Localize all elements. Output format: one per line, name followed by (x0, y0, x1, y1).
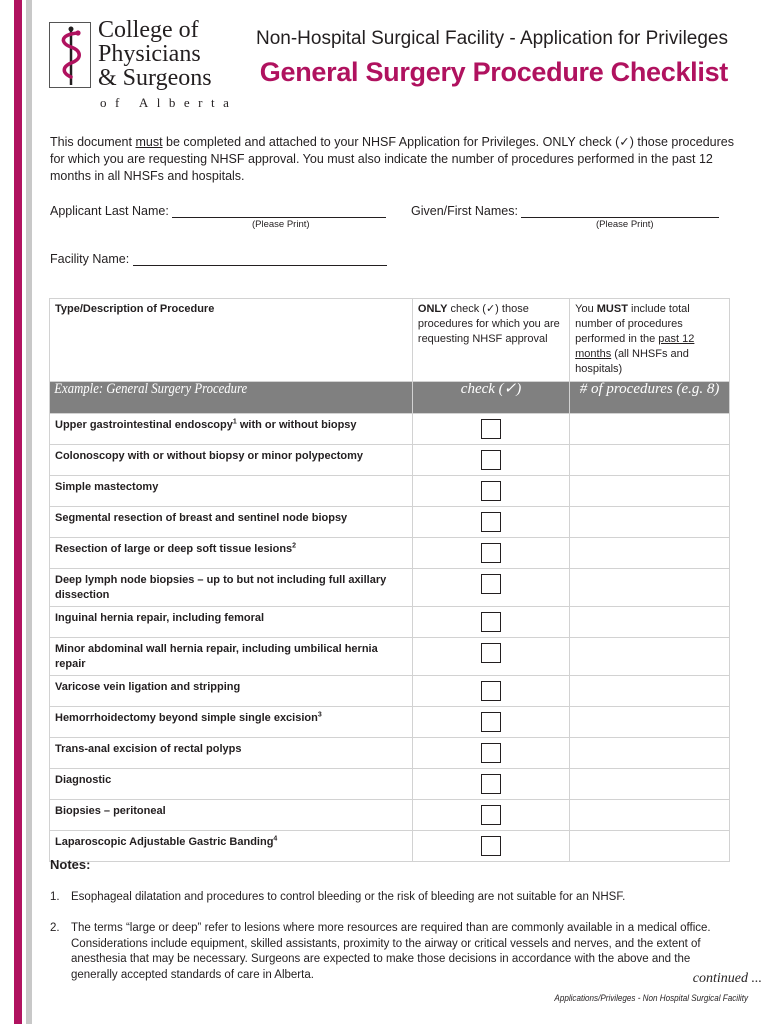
last-name-field[interactable] (50, 204, 386, 218)
procedure-checkbox[interactable] (481, 681, 501, 701)
example-count: # of procedures (e.g. 8) (579, 381, 720, 397)
procedure-checkbox[interactable] (481, 774, 501, 794)
procedure-checkbox[interactable] (481, 512, 501, 532)
procedure-name: Deep lymph node biopsies – up to but not including full axillary dissection (55, 574, 387, 601)
procedure-name: Laparoscopic Adjustable Gastric Banding$^4$ (55, 835, 278, 848)
procedure-count-cell[interactable] (570, 676, 730, 707)
procedure-name: Varicose vein ligation and stripping (55, 681, 241, 693)
procedure-name: Inguinal hernia repair, including femoral (55, 612, 265, 624)
footer-doc-ref: Applications/Privileges - Non Hospital Surgical Facility (554, 993, 748, 1003)
last-name-label: Applicant Last Name: (50, 204, 169, 218)
side-accent-bar (14, 0, 22, 1024)
facility-name-field[interactable] (50, 252, 387, 266)
procedure-checkbox[interactable] (481, 612, 501, 632)
note-text: Esophageal dilatation and procedures to control bleeding or the risk of bleeding are not suitable for an NHSF. (71, 891, 626, 903)
procedure-name: Hemorrhoidectomy beyond simple single excision$^3$ (55, 711, 322, 724)
intro-paragraph: This document must be completed and attached to your NHSF Application for Privileges. ONLY check (✓) those procedures for which you are requesting NHSF approval. You must also indicate the number of procedures performed in the past 12 months in all NHSFs and hospitals. (50, 135, 734, 183)
procedure-count-cell[interactable] (570, 476, 730, 507)
procedure-checkbox[interactable] (481, 836, 501, 856)
last-name-hint: (Please Print) (252, 219, 310, 230)
table-row (50, 638, 730, 676)
table-row (50, 414, 730, 445)
procedure-count-cell[interactable] (570, 507, 730, 538)
procedure-count-cell[interactable] (570, 569, 730, 607)
notes-title: Notes: (50, 857, 91, 872)
procedure-count-cell[interactable] (570, 738, 730, 769)
procedure-name: Simple mastectomy (55, 481, 159, 493)
table-row (50, 831, 730, 862)
example-check: check (✓) (460, 381, 522, 397)
last-name-line[interactable] (172, 205, 386, 218)
note-1 (50, 890, 750, 906)
first-name-hint: (Please Print) (596, 219, 654, 230)
org-name-line3: & Surgeons (98, 65, 212, 91)
procedure-checkbox[interactable] (481, 543, 501, 563)
table-row (50, 607, 730, 638)
procedure-count-cell[interactable] (570, 445, 730, 476)
note-number: 2. (50, 922, 60, 934)
org-name-line4: of Alberta (100, 95, 238, 110)
first-name-line[interactable] (521, 205, 719, 218)
procedure-count-cell[interactable] (570, 707, 730, 738)
table-row (50, 769, 730, 800)
table-row (50, 538, 730, 569)
example-procedure: Example: General Surgery Procedure (54, 381, 248, 397)
table-row (50, 476, 730, 507)
continued-label: continued ... (692, 971, 762, 986)
first-name-field[interactable] (411, 204, 719, 218)
table-header-row (50, 299, 730, 382)
procedure-name: Segmental resection of breast and sentinel node biopsy (55, 512, 348, 524)
procedure-count-cell[interactable] (570, 800, 730, 831)
table-row (50, 507, 730, 538)
org-name (98, 18, 212, 90)
procedure-checkbox[interactable] (481, 419, 501, 439)
procedure-name: Diagnostic (55, 774, 112, 786)
document-subtitle: Non-Hospital Surgical Facility - Application for Privileges (255, 28, 728, 49)
caduceus-icon (49, 22, 91, 88)
note-number: 1. (50, 891, 60, 903)
org-name-line1: College of (98, 17, 199, 43)
procedure-name: Upper gastrointestinal endoscopy$^1$ with or without biopsy (55, 418, 357, 431)
table-row (50, 738, 730, 769)
table-row (50, 707, 730, 738)
procedure-count-cell[interactable] (570, 769, 730, 800)
procedure-count-cell[interactable] (570, 414, 730, 445)
procedure-name: Biopsies – peritoneal (55, 805, 166, 817)
procedure-count-cell[interactable] (570, 607, 730, 638)
procedure-count-cell[interactable] (570, 831, 730, 862)
table-row (50, 445, 730, 476)
example-row (50, 382, 730, 414)
org-name-line2: Physicians (98, 41, 201, 67)
note-text: The terms “large or deep” refer to lesions where more resources are required than are commonly available in a medical office. Considerations include equipment, skilled assistants, proximity to the airway or critical vessels and nerves, and the extent of anesthesia that may be necessary. Surgeons are expected to make those decisions in accordance with the above and the generally accepted standards of care in Alberta. (71, 922, 711, 981)
intro-emphasis: must (135, 135, 163, 149)
procedure-checkbox[interactable] (481, 743, 501, 763)
table-row (50, 800, 730, 831)
procedure-checkbox[interactable] (481, 481, 501, 501)
col-header-check: ONLY check (✓) those procedures for which you are requesting NHSF approval (417, 303, 560, 345)
procedure-checkbox[interactable] (481, 574, 501, 594)
procedure-count-cell[interactable] (570, 638, 730, 676)
procedure-count-cell[interactable] (570, 538, 730, 569)
side-grey-bar (26, 0, 32, 1024)
facility-name-label: Facility Name: (50, 252, 130, 266)
table-row (50, 569, 730, 607)
procedure-table (49, 298, 730, 862)
procedure-checkbox[interactable] (481, 712, 501, 732)
col-header-count: You MUST include total number of procedures performed in the past 12 months (all NHSFs and hospitals) (575, 303, 695, 375)
col-header-procedure: Type/Description of Procedure (55, 303, 215, 315)
document-title: General Surgery Procedure Checklist (259, 57, 728, 87)
table-row (50, 676, 730, 707)
procedure-name: Trans-anal excision of rectal polyps (55, 743, 242, 755)
procedure-name: Colonoscopy with or without biopsy or minor polypectomy (55, 450, 364, 462)
first-name-label: Given/First Names: (411, 204, 518, 218)
procedure-name: Minor abdominal wall hernia repair, including umbilical hernia repair (55, 643, 378, 670)
procedure-checkbox[interactable] (481, 805, 501, 825)
procedure-checkbox[interactable] (481, 643, 501, 663)
facility-name-line[interactable] (133, 253, 387, 266)
procedure-name: Resection of large or deep soft tissue lesions$^2$ (55, 542, 297, 555)
procedure-checkbox[interactable] (481, 450, 501, 470)
